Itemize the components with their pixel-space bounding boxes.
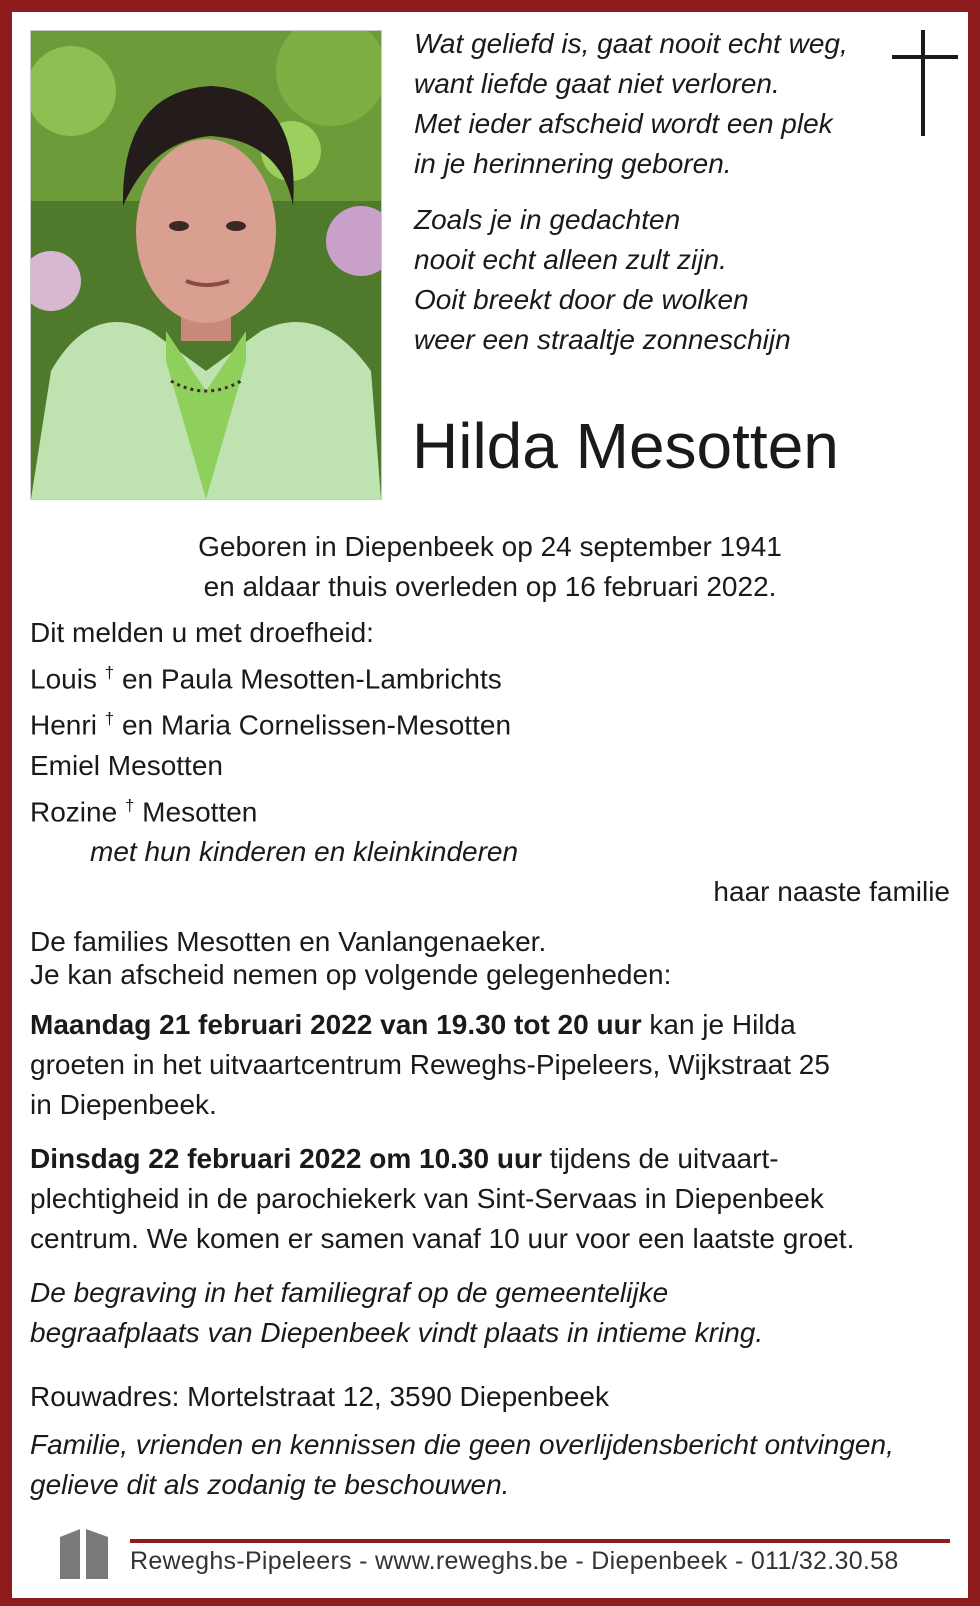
family-member: Louis † en Paula Mesotten-Lambrichts (30, 663, 502, 695)
service-line: centrum. We komen er samen vanaf 10 uur voor een laatste groet. (30, 1223, 855, 1254)
poem-line: Ooit breekt door de wolken (414, 284, 749, 315)
footer-contact: Reweghs-Pipeleers - www.reweghs.be - Diepenbeek - 011/32.30.58 (130, 1547, 899, 1575)
notice-line: Familie, vrienden en kennissen die geen overlijdensbericht ontvingen, (30, 1429, 894, 1460)
portrait-photo (30, 30, 382, 500)
birth-line: Geboren in Diepenbeek op 24 september 1941 (198, 531, 782, 562)
poem-line: nooit echt alleen zult zijn. (414, 244, 727, 275)
visit-line: in Diepenbeek. (30, 1089, 217, 1120)
poem-line: want liefde gaat niet verloren. (414, 68, 780, 99)
family-member: Rozine † Mesotten (30, 795, 258, 827)
family-label: haar naaste familie (713, 875, 950, 907)
birth-death-info (0, 527, 980, 607)
service-line: plechtigheid in de parochiekerk van Sint-Servaas in Diepenbeek (30, 1183, 824, 1214)
announce-intro: Dit melden u met droefheid: (30, 617, 374, 648)
cross-mark: † (124, 795, 135, 815)
burial-line: De begraving in het familiegraf op de gemeentelijke (30, 1277, 669, 1308)
announcement (30, 613, 950, 962)
family-member: Emiel Mesotten (30, 749, 223, 781)
poem-line: Wat geliefd is, gaat nooit echt weg, (414, 28, 848, 59)
family-member: Henri † en Maria Cornelissen-Mesotten (30, 709, 512, 741)
families-line: De families Mesotten en Vanlangenaeker. (30, 925, 547, 957)
funeral-home-footer (30, 1539, 950, 1583)
memorial-poem (414, 24, 848, 360)
burial-line: begraafplaats van Diepenbeek vindt plaats in intieme kring. (30, 1317, 764, 1348)
notice-line: gelieve dit als zodanig te beschouwen. (30, 1469, 510, 1500)
cross-mark: † (104, 709, 115, 729)
farewell-intro: Je kan afscheid nemen op volgende gelegenheden: (30, 959, 672, 990)
poem-line: in je herinnering geboren. (414, 148, 732, 179)
funeral-home-logo-icon (60, 1525, 110, 1579)
poem-line: Met ieder afscheid wordt een plek (414, 108, 833, 139)
descendants-line: met hun kinderen en kleinkinderen (90, 835, 519, 867)
visit-line: Maandag 21 februari 2022 van 19.30 tot 20 uur kan je Hilda (30, 1009, 796, 1040)
cross-icon (892, 30, 958, 136)
death-line: en aldaar thuis overleden op 16 februari 2022. (203, 571, 777, 602)
poem-line: weer een straaltje zonneschijn (414, 324, 791, 355)
poem-line: Zoals je in gedachten (414, 204, 681, 235)
visit-line: groeten in het uitvaartcentrum Reweghs-Pipeleers, Wijkstraat 25 (30, 1049, 830, 1080)
farewell-section (30, 955, 950, 1505)
service-line: Dinsdag 22 februari 2022 om 10.30 uur tijdens de uitvaart- (30, 1143, 779, 1174)
address-line: Rouwadres: Mortelstraat 12, 3590 Diepenbeek (30, 1381, 610, 1412)
cross-mark: † (104, 663, 115, 682)
deceased-name: Hilda Mesotten (412, 410, 839, 482)
